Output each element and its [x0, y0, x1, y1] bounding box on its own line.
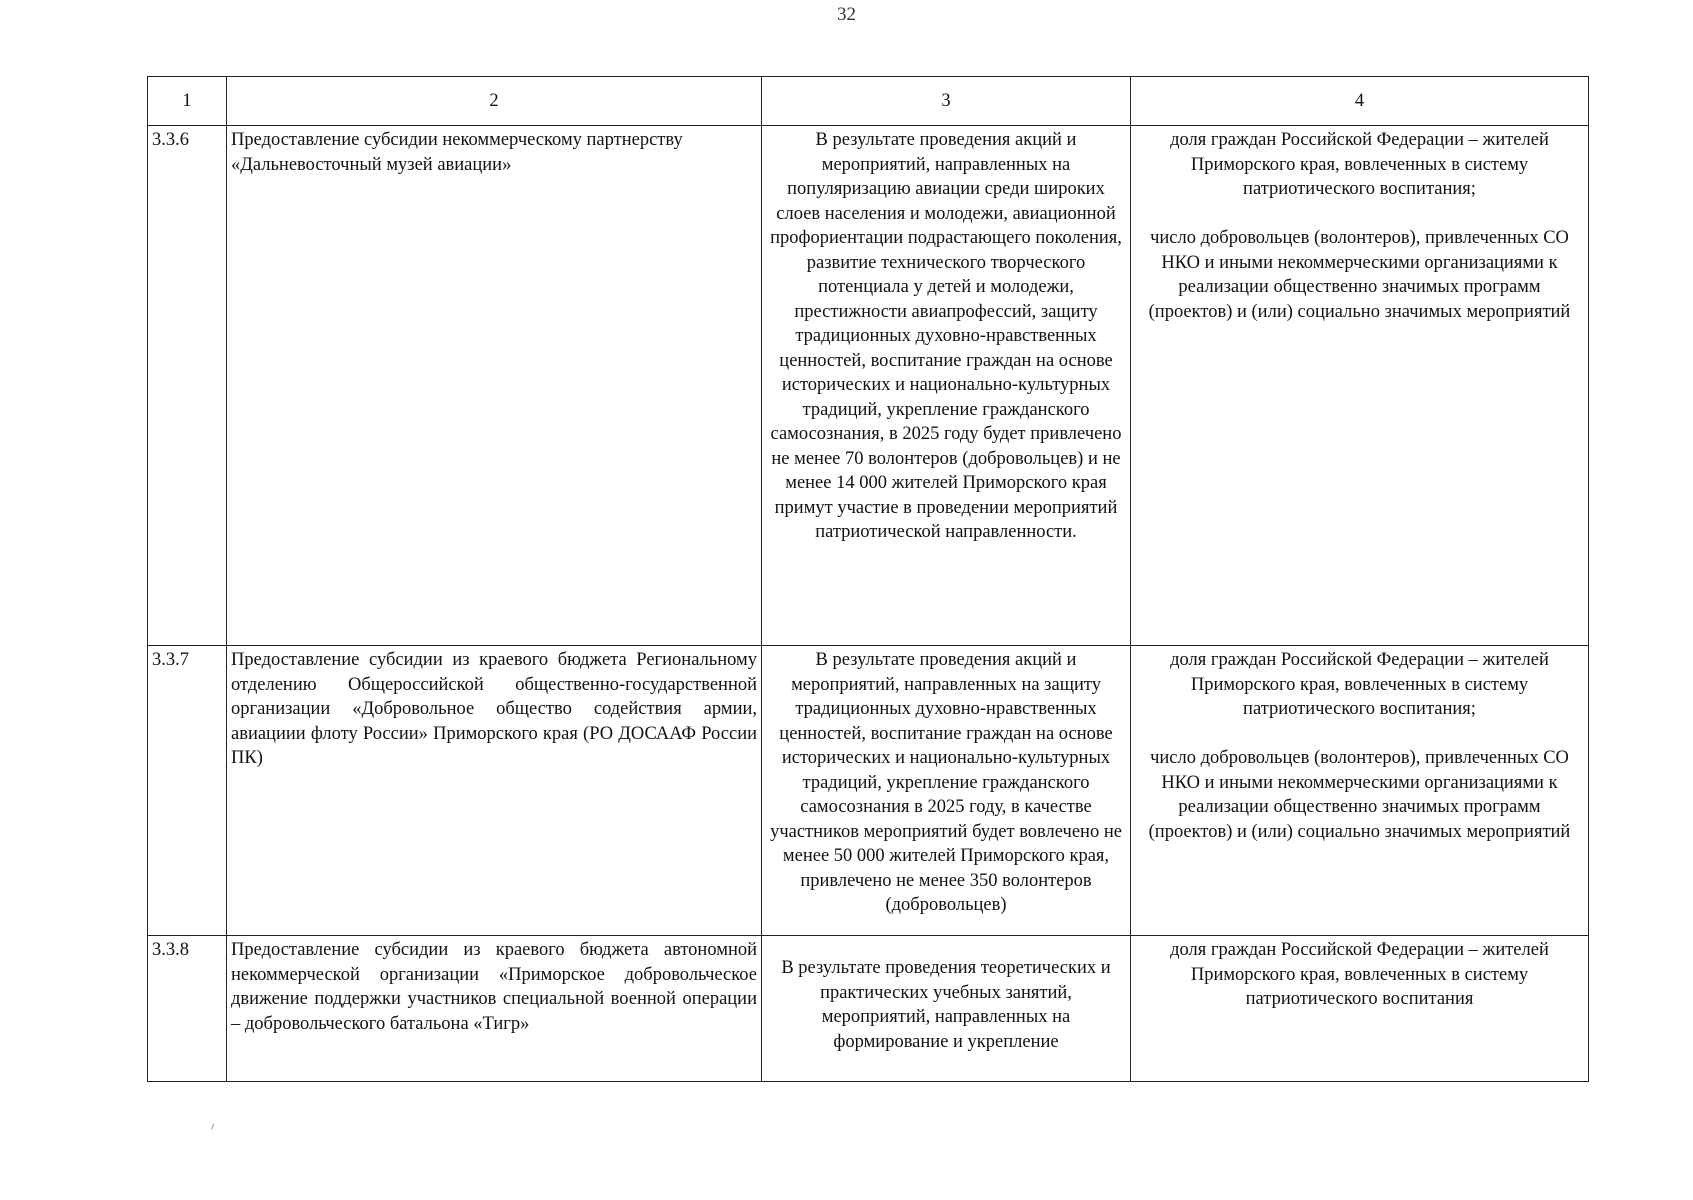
indicator-item: доля граждан Российской Федерации – жителей Приморского края, вовлеченных в систему патриотического воспитания; [1170, 650, 1549, 719]
indicator-item: доля граждан Российской Федерации – жителей Приморского края, вовлеченных в систему патриотического воспитания; [1170, 130, 1549, 199]
column-number-2: 2 [227, 77, 762, 126]
indicator-item: число добровольцев (волонтеров), привлеченных СО НКО и иными некоммерческими организациями к реализации общественно значимых программ (проектов) и (или) социально значимых мероприятий [1148, 748, 1571, 842]
page-number: 32 [837, 4, 856, 25]
table-row [148, 646, 1589, 936]
measure-indicators [1131, 126, 1589, 646]
program-measures-table [147, 76, 1589, 1082]
column-number-1: 1 [148, 77, 227, 126]
measure-name: Предоставление субсидии из краевого бюджета Региональному отделению Общероссийской общественно-государственной организации «Добровольное общество содействия армии, авиациии флоту России» Приморского края (РО ДОСААФ России ПК) [227, 646, 762, 936]
measure-number: 3.3.6 [148, 126, 227, 646]
column-number-4: 4 [1131, 77, 1589, 126]
measure-result: В результате проведения акций и мероприятий, направленных на защиту традиционных духовно-нравственных ценностей, воспитание граждан на основе исторических и национально-культурных традиций, укрепление гражданского самосознания в 2025 году, в качестве участников мероприятий будет вовлечено не менее 50 000 жителей Приморского края, привлечено не менее 350 волонтеров (добровольцев) [762, 646, 1131, 936]
indicator-item: доля граждан Российской Федерации – жителей Приморского края, вовлеченных в систему патриотического воспитания [1170, 940, 1549, 1009]
measure-number: 3.3.7 [148, 646, 227, 936]
measure-result: В результате проведения теоретических и практических учебных занятий, мероприятий, направленных на формирование и укрепление [762, 936, 1131, 1082]
measure-number: 3.3.8 [148, 936, 227, 1082]
table-row [148, 936, 1589, 1082]
measure-indicators [1131, 646, 1589, 936]
measure-name: Предоставление субсидии некоммерческому партнерству «Дальневосточный музей авиации» [227, 126, 762, 646]
table-header-row [148, 77, 1589, 126]
column-number-3: 3 [762, 77, 1131, 126]
scan-mark [211, 1124, 216, 1131]
indicator-item: число добровольцев (волонтеров), привлеченных СО НКО и иными некоммерческими организациями к реализации общественно значимых программ (проектов) и (или) социально значимых мероприятий [1148, 228, 1571, 322]
measure-name: Предоставление субсидии из краевого бюджета автономной некоммерческой организации «Приморское добровольческое движение поддержки участников специальной военной операции – добровольческого батальона «Тигр» [227, 936, 762, 1082]
table-row [148, 126, 1589, 646]
measure-result: В результате проведения акций и мероприятий, направленных на популяризацию авиации среди широких слоев населения и молодежи, авиационной профориентации подрастающего поколения, развитие технического творческого потенциала у детей и молодежи, престижности авиапрофессий, защиту традиционных духовно-нравственных ценностей, воспитание граждан на основе исторических и национально-культурных традиций, укрепление гражданского самосознания, в 2025 году будет привлечено не менее 70 волонтеров (добровольцев) и не менее 14 000 жителей Приморского края примут участие в проведении мероприятий патриотической направленности. [762, 126, 1131, 646]
measure-indicators [1131, 936, 1589, 1082]
